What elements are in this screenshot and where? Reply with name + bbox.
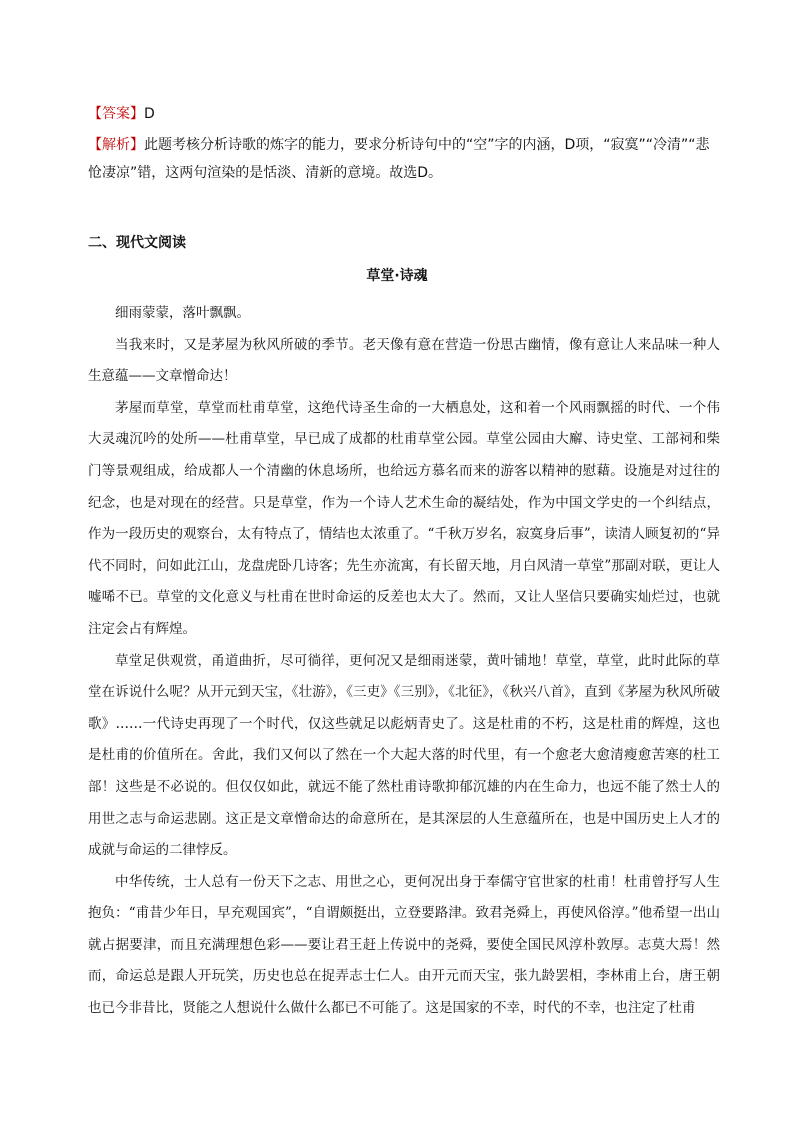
analysis-tag: 【解析】	[88, 137, 144, 153]
paragraph: 细雨蒙蒙，落叶飘飘。	[115, 305, 250, 321]
paragraph: 中华传统，士人总有一份天下之志、用世之心，更何况出身于奉儒守官世家的杜甫！杜甫曾抒写人生抱负：“甫昔少年日，早充观国宾”，“自谓颇挺出，立登要路津。致君尧舜上，再使风俗淳。”他希望一出山就占据要津，而且充满理想色彩——要让君王赶上传说中的尧舜，要使全国民风淳朴敦厚。志莫大焉！然而，命运总是跟人开玩笑，历史也总在捉弄志士仁人。由开元而天宝，张九龄罢相，李林甫上台，唐王朝也已今非昔比，贤能之人想说什么做什么都已不可能了。这是国家的不幸，时代的不幸，也注定了杜甫	[88, 873, 720, 1017]
answer-line	[88, 103, 155, 123]
article-body	[88, 298, 720, 1025]
answer-tag: 【答案】	[88, 106, 144, 122]
paragraph: 茅屋而草堂，草堂而杜甫草堂，这绝代诗圣生命的一大栖息处，这和着一个风雨飘摇的时代、一个伟大灵魂沉吟的处所——杜甫草堂，早已成了成都的杜甫草堂公园。草堂公园由大廨、诗史堂、工部祠和柴门等景观组成，给成都人一个清幽的休息场所，也给远方慕名而来的游客以精神的慰藉。设施是对过往的纪念，也是对现在的经营。只是草堂，作为一个诗人艺术生命的凝结处，作为中国文学史的一个纠结点，作为一段历史的观察台，太有特点了，情结也太浓重了。“千秋万岁名，寂寞身后事”，读清人顾复初的“异代不同时，问如此江山，龙盘虎卧几诗客；先生亦流寓，有长留天地，月白风清一草堂”那副对联，更让人嘘唏不已。草堂的文化意义与杜甫在世时命运的反差也太大了。然而，又让人坚信只要确实灿烂过，也就注定会占有辉煌。	[88, 399, 720, 637]
article-title: 草堂·诗魂	[366, 268, 428, 284]
answer-value: D	[144, 106, 155, 122]
analysis-paragraph	[88, 131, 718, 187]
analysis-text: 此题考核分析诗歌的炼字的能力，要求分析诗句中的“空”字的内涵，D项，“寂寞”“冷清”“悲怆凄凉”错，这两句渲染的是恬淡、清新的意境。故选D。	[88, 137, 710, 181]
paragraph: 草堂足供观赏，甬道曲折，尽可徜徉，更何况又是细雨迷蒙，黄叶铺地！草堂，草堂，此时此际的草堂在诉说什么呢？从开元到天宝，《壮游》，《三吏》《三别》，《北征》，《秋兴八首》，直到《茅屋为秋风所破歌》……一代诗史再现了一个时代，仅这些就足以彪炳青史了。这是杜甫的不朽，这是杜甫的辉煌，这也是杜甫的价值所在。舍此，我们又何以了然在一个大起大落的时代里，有一个愈老大愈清瘦愈苦寒的杜工部！这些是不必说的。但仅仅如此，就远不能了然杜甫诗歌抑郁沉雄的内在生命力，也远不能了然士人的用世之志与命运悲剧。这正是文章憎命达的命意所在，是其深层的人生意蕴所在，也是中国历史上人才的成就与命运的二律悖反。	[88, 652, 720, 859]
section-heading: 二、现代文阅读	[88, 235, 186, 251]
paragraph: 当我来时，又是茅屋为秋风所破的季节。老天像有意在营造一份思古幽情，像有意让人来品味一种人生意蕴——文章憎命达！	[88, 336, 720, 385]
